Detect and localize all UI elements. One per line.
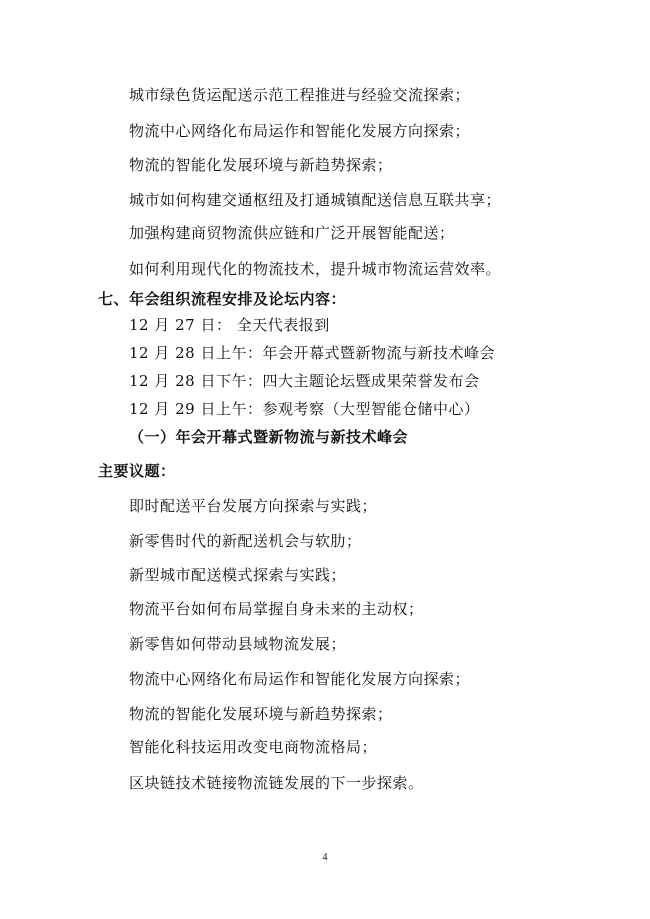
schedule-item: 12 月 28 日上午：年会开幕式暨新物流与新技术峰会 xyxy=(129,344,495,362)
topic-item: 新零售时代的新配送机会与软肋； xyxy=(129,532,362,550)
intro-item: 加强构建商贸物流供应链和广泛开展智能配送； xyxy=(129,224,455,242)
intro-item: 城市绿色货运配送示范工程推进与经验交流探索； xyxy=(129,86,471,104)
schedule-item: 12 月 28 日下午：四大主题论坛暨成果荣誉发布会 xyxy=(129,372,480,390)
section-heading: 七、年会组织流程安排及论坛内容： xyxy=(98,290,347,308)
topic-item: 新零售如何带动县域物流发展； xyxy=(129,635,347,653)
intro-item: 城市如何构建交通枢纽及打通城镇配送信息互联共享； xyxy=(129,191,502,209)
topics-heading: 主要议题： xyxy=(98,462,176,480)
topic-item: 物流平台如何布局掌握自身未来的主动权； xyxy=(129,600,424,618)
topic-item: 物流中心网络化布局运作和智能化发展方向探索； xyxy=(129,670,471,688)
topic-item: 智能化科技运用改变电商物流格局； xyxy=(129,738,378,756)
schedule-item: 12 月 29 日上午：参观考察（大型智能仓储中心） xyxy=(129,400,480,418)
topic-item: 物流的智能化发展环境与新趋势探索； xyxy=(129,705,393,723)
intro-item: 物流的智能化发展环境与新趋势探索； xyxy=(129,156,393,174)
subsection-heading: （一）年会开幕式暨新物流与新技术峰会 xyxy=(129,428,409,446)
topic-item: 新型城市配送模式探索与实践； xyxy=(129,566,347,584)
schedule-item: 12 月 27 日： 全天代表报到 xyxy=(129,316,330,334)
topic-item: 区块链技术链接物流链发展的下一步探索。 xyxy=(129,774,424,792)
intro-item: 物流中心网络化布局运作和智能化发展方向探索； xyxy=(129,122,471,140)
topic-item: 即时配送平台发展方向探索与实践； xyxy=(129,497,378,515)
page-number: 4 xyxy=(322,852,328,863)
intro-item: 如何利用现代化的物流技术，提升城市物流运营效率。 xyxy=(129,260,502,278)
